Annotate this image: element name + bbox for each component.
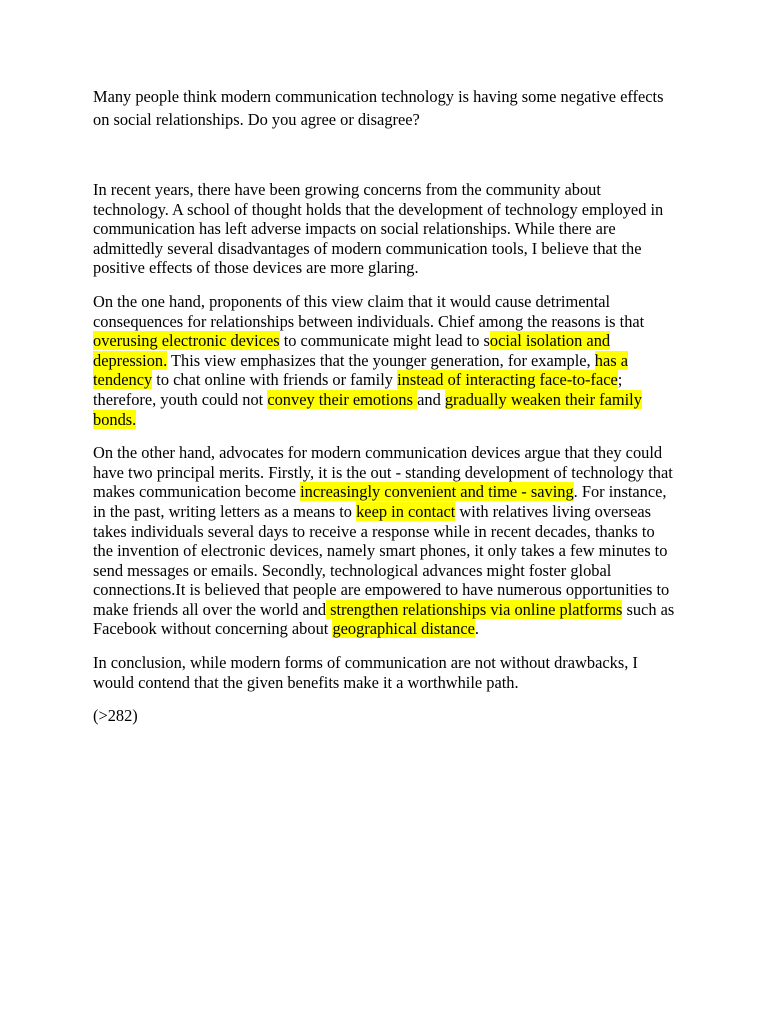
paragraph-introduction — [93, 180, 675, 278]
highlighted-phrase: instead of interacting face-to-face — [397, 370, 618, 390]
paragraph-body-paragraph-1 — [93, 292, 675, 429]
essay-body — [93, 180, 675, 692]
highlighted-phrase: ocial isolation and depression. — [93, 331, 611, 370]
text-segment: to communicate might lead to s — [279, 331, 490, 351]
text-segment: . — [474, 619, 479, 639]
text-segment: On the other hand, advocates for modern communication devices argue that they could have two principal merits. Firstly, it is the out - standing development of technology that makes communication become — [93, 443, 673, 502]
text-segment: In recent years, there have been growing concerns from the community about technology. A school of thought holds that the development of technology employed in communication has left adverse impacts on social relationships. While there are admittedly several disadvantages of modern communication tools, I believe that the positive effects of those devices are more glaring. — [93, 180, 664, 278]
text-segment: . For instance, in the past, writing letters as a means to — [93, 482, 667, 521]
highlighted-phrase: has a tendency — [93, 350, 628, 390]
highlighted-phrase: gradually weaken their family bonds. — [93, 389, 642, 429]
word-count: (>282) — [93, 706, 138, 726]
essay-content — [93, 86, 675, 726]
highlighted-phrase: strengthen relationships via online platforms — [326, 599, 623, 619]
text-segment: In conclusion, while modern forms of communication are not without drawbacks, I would contend that the given benefits make it a worthwhile path. — [93, 653, 638, 692]
text-segment: and — [417, 389, 445, 409]
paragraph-body-paragraph-2 — [93, 443, 675, 639]
highlighted-phrase: keep in contact — [356, 501, 456, 521]
highlighted-phrase: increasingly convenient and time - saving — [300, 482, 574, 502]
text-segment: with relatives living overseas takes individuals several days to receive a response while in recent decades, thanks to the invention of electronic devices, namely smart phones, it only takes a few minutes to send messages or emails. Secondly, technological advances might foster global connections.It is believed that people are empowered to have numerous opportunities to make friends all over the world and — [93, 501, 670, 619]
text-segment: On the one hand, proponents of this view claim that it would cause detrimental consequences for relationships between individuals. Chief among the reasons is that — [93, 291, 645, 331]
highlighted-phrase: overusing electronic devices — [93, 331, 280, 351]
essay-prompt: Many people think modern communication technology is having some negative effects on social relationships. Do you agree or disagree? — [93, 87, 664, 129]
paragraph-conclusion — [93, 653, 675, 692]
text-segment: to chat online with friends or family — [152, 370, 398, 390]
text-segment: such as Facebook without concerning about — [93, 599, 675, 639]
highlighted-phrase: convey their emotions — [267, 389, 418, 409]
highlighted-phrase: geographical distance — [332, 619, 475, 639]
text-segment: ; therefore, youth could not — [93, 370, 623, 409]
text-segment: This view emphasizes that the younger generation, for example, — [167, 350, 595, 370]
